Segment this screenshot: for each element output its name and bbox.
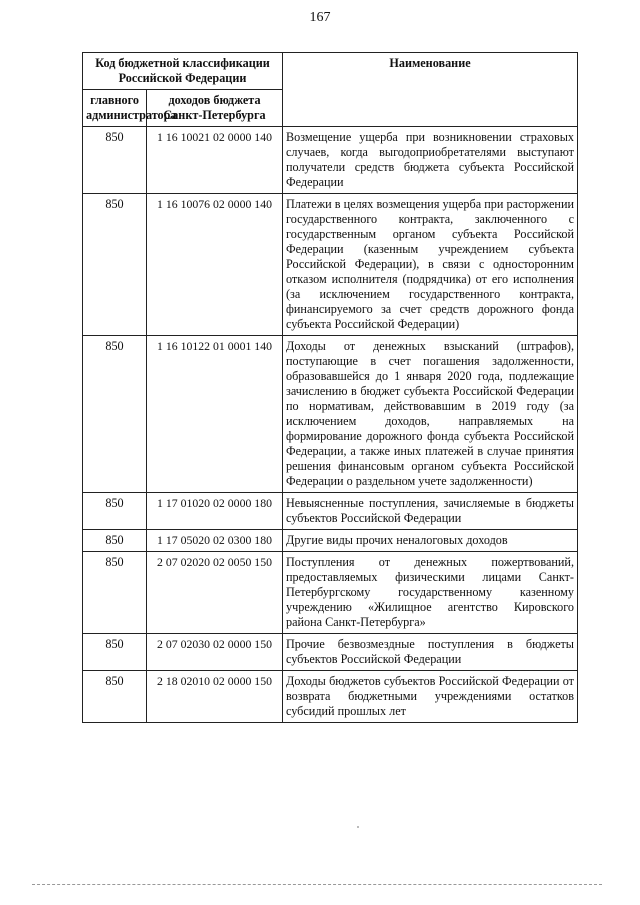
income-code-cell: 1 17 05020 02 0300 180 (147, 530, 283, 552)
name-header: Наименование (283, 53, 578, 127)
page-number: 167 (309, 10, 331, 25)
admin-code-cell: 850 (83, 634, 147, 671)
income-name-cell: Возмещение ущерба при возникновении страховых случаев, когда выгодоприобретателями выступают получатели средств бюджета субъекта Российской Федерации (283, 127, 578, 194)
table-row (83, 530, 578, 552)
income-code-cell: 1 16 10122 01 0001 140 (147, 336, 283, 493)
admin-code-cell: 850 (83, 552, 147, 634)
budget-classification-table (82, 52, 578, 723)
admin-header: главного администратора (83, 90, 147, 127)
table-row (83, 493, 578, 530)
scan-footer-line (32, 884, 602, 885)
income-name-cell: Невыясненные поступления, зачисляемые в бюджеты субъектов Российской Федерации (283, 493, 578, 530)
income-code-cell: 2 18 02010 02 0000 150 (147, 671, 283, 723)
admin-code-cell: 850 (83, 194, 147, 336)
table-row (83, 336, 578, 493)
income-name-cell: Другие виды прочих неналоговых доходов (283, 530, 578, 552)
admin-code-cell: 850 (83, 493, 147, 530)
income-code-cell: 1 16 10076 02 0000 140 (147, 194, 283, 336)
code-group-header: Код бюджетной классификации Российской Федерации (83, 53, 283, 90)
table-row (83, 634, 578, 671)
income-name-cell: Прочие безвозмездные поступления в бюджеты субъектов Российской Федерации (283, 634, 578, 671)
income-name-cell: Поступления от денежных пожертвований, предоставляемых физическими лицами Санкт-Петербургскому государственному казенному учреждению «Жилищное агентство Кировского района Санкт-Петербурга» (283, 552, 578, 634)
admin-code-cell: 850 (83, 530, 147, 552)
admin-code-cell: 850 (83, 671, 147, 723)
admin-code-cell: 850 (83, 336, 147, 493)
table-row (83, 127, 578, 194)
income-code-cell: 2 07 02030 02 0000 150 (147, 634, 283, 671)
table-row (83, 194, 578, 336)
income-code-cell: 1 16 10021 02 0000 140 (147, 127, 283, 194)
admin-code-cell: 850 (83, 127, 147, 194)
table-row (83, 552, 578, 634)
scan-speck (357, 826, 359, 828)
income-code-cell: 2 07 02020 02 0050 150 (147, 552, 283, 634)
income-name-cell: Доходы от денежных взысканий (штрафов), поступающие в счет погашения задолженности, образовавшейся до 1 января 2020 года, подлежащие зачислению в бюджет субъекта Российской Федерации по нормативам, действовавшим в 2019 году (за исключением доходов, направляемых на формирование дорожного фонда субъекта Российской Федерации, а также иных платежей в случае принятия решения финансовым органом субъекта Российской Федерации о раздельном учете задолженности) (283, 336, 578, 493)
income-header: доходов бюджета Санкт-Петербурга (147, 90, 283, 127)
income-name-cell: Доходы бюджетов субъектов Российской Федерации от возврата бюджетными учреждениями остатков субсидий прошлых лет (283, 671, 578, 723)
income-name-cell: Платежи в целях возмещения ущерба при расторжении государственного контракта, заключенного с государственным органом субъекта Российской Федерации (казенным учреждением субъекта Российской Федерации), в связи с односторонним отказом исполнителя (подрядчика) от его исполнения (за исключением государственного контракта, финансируемого за счет средств дорожного фонда субъекта Российской Федерации) (283, 194, 578, 336)
table-row (83, 671, 578, 723)
income-code-cell: 1 17 01020 02 0000 180 (147, 493, 283, 530)
